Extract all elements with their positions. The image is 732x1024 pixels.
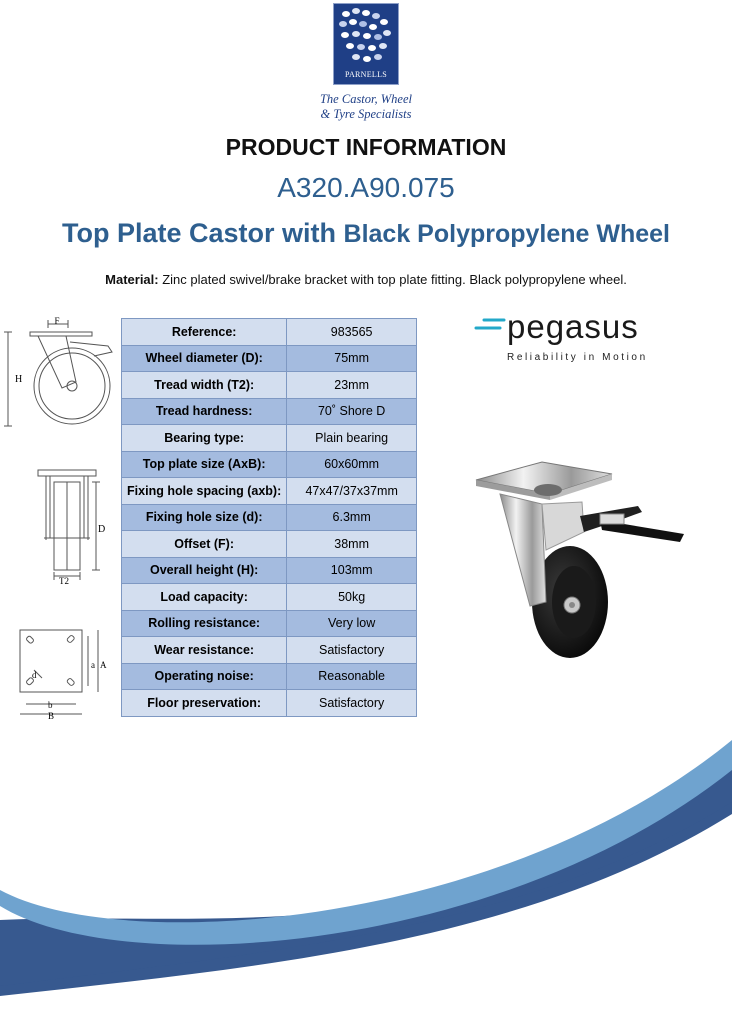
logo-tagline bbox=[290, 92, 442, 122]
pegasus-brand-name: pegasus bbox=[507, 308, 639, 345]
spec-value: 38mm bbox=[287, 531, 417, 558]
logo-tagline-line2: & Tyre Specialists bbox=[320, 107, 412, 121]
page-heading: PRODUCT INFORMATION bbox=[225, 134, 507, 160]
spec-row bbox=[122, 637, 417, 664]
label-H: H bbox=[15, 374, 23, 385]
spec-label: Reference: bbox=[122, 319, 287, 346]
spec-row bbox=[122, 663, 417, 690]
label-F: F bbox=[54, 316, 60, 326]
label-B: B bbox=[48, 711, 55, 721]
spec-label: Bearing type: bbox=[122, 425, 287, 452]
spec-row bbox=[122, 398, 417, 425]
product-code: A320.A90.075 bbox=[277, 172, 455, 203]
logo-pebbles-graphic bbox=[334, 4, 400, 70]
spec-label: Operating noise: bbox=[122, 663, 287, 690]
logo-tagline-line1: The Castor, Wheel bbox=[319, 92, 412, 106]
spec-value: Reasonable bbox=[287, 663, 417, 690]
material-description bbox=[0, 272, 732, 287]
spec-label: Offset (F): bbox=[122, 531, 287, 558]
spec-row bbox=[122, 531, 417, 558]
spec-value: 50kg bbox=[287, 584, 417, 611]
material-label: Material: bbox=[105, 272, 159, 287]
product-title-part1: Top Plate Castor with bbox=[61, 218, 344, 248]
top-plate-drawing bbox=[18, 628, 114, 720]
spec-value: 75mm bbox=[287, 345, 417, 372]
spec-label: Rolling resistance: bbox=[122, 610, 287, 637]
spec-value: 983565 bbox=[287, 319, 417, 346]
logo-brand-text: PARNELLS bbox=[344, 70, 388, 79]
label-a: a bbox=[91, 660, 95, 670]
spec-value: 23mm bbox=[287, 372, 417, 399]
material-text: Zinc plated swivel/brake bracket with top plate fitting. Black polypropylene wheel. bbox=[158, 272, 627, 287]
spec-row bbox=[122, 372, 417, 399]
spec-row bbox=[122, 451, 417, 478]
label-A: A bbox=[100, 660, 107, 670]
front-view-drawing bbox=[36, 468, 116, 586]
label-b: b bbox=[48, 700, 53, 710]
spec-value: Satisfactory bbox=[287, 690, 417, 717]
castor-product-image bbox=[472, 460, 688, 666]
label-D: D bbox=[98, 524, 106, 535]
spec-label: Overall height (H): bbox=[122, 557, 287, 584]
spec-row bbox=[122, 425, 417, 452]
spec-label: Load capacity: bbox=[122, 584, 287, 611]
spec-row bbox=[122, 478, 417, 505]
spec-row bbox=[122, 504, 417, 531]
decorative-wave-background bbox=[0, 740, 732, 1024]
spec-value: Satisfactory bbox=[287, 637, 417, 664]
spec-label: Wheel diameter (D): bbox=[122, 345, 287, 372]
side-view-drawing bbox=[4, 316, 122, 428]
spec-row bbox=[122, 584, 417, 611]
spec-row bbox=[122, 610, 417, 637]
spec-row bbox=[122, 319, 417, 346]
label-d: d bbox=[32, 670, 37, 680]
spec-value: 47x47/37x37mm bbox=[287, 478, 417, 505]
product-title bbox=[0, 218, 732, 249]
spec-label: Fixing hole spacing (axb): bbox=[122, 478, 287, 505]
spec-row bbox=[122, 557, 417, 584]
product-title-part2: Black Polypropylene Wheel bbox=[343, 220, 671, 248]
spec-value: Very low bbox=[287, 610, 417, 637]
spec-row bbox=[122, 345, 417, 372]
spec-value: Plain bearing bbox=[287, 425, 417, 452]
spec-label: Top plate size (AxB): bbox=[122, 451, 287, 478]
spec-row bbox=[122, 690, 417, 717]
label-T2: T2 bbox=[59, 576, 69, 586]
spec-label: Fixing hole size (d): bbox=[122, 504, 287, 531]
spec-label: Tread hardness: bbox=[122, 398, 287, 425]
spec-label: Floor preservation: bbox=[122, 690, 287, 717]
pegasus-logo-mark bbox=[474, 316, 510, 336]
spec-value: 103mm bbox=[287, 557, 417, 584]
spec-label: Tread width (T2): bbox=[122, 372, 287, 399]
spec-value: 60x60mm bbox=[287, 451, 417, 478]
spec-value: 6.3mm bbox=[287, 504, 417, 531]
spec-value: 70˚ Shore D bbox=[287, 398, 417, 425]
pegasus-tagline: Reliability in Motion bbox=[507, 352, 648, 363]
spec-label: Wear resistance: bbox=[122, 637, 287, 664]
spec-table bbox=[121, 318, 417, 717]
